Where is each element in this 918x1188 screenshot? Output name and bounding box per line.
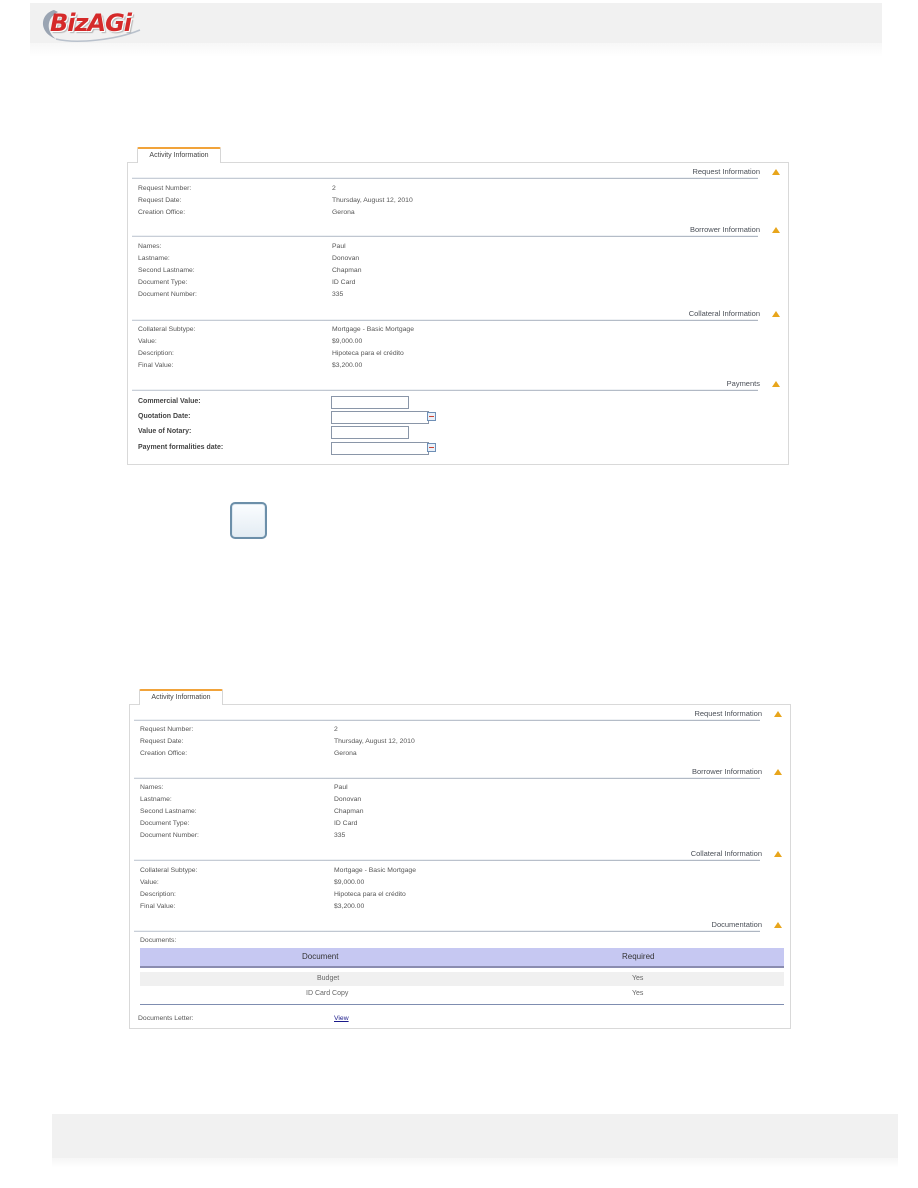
view-link[interactable]: View xyxy=(334,1015,349,1022)
field-label: Final Value: xyxy=(140,903,176,910)
field-label: Value of Notary: xyxy=(138,428,192,435)
field-label: Quotation Date: xyxy=(138,413,191,420)
table-cell: Yes xyxy=(632,990,644,997)
field-label: Creation Office: xyxy=(138,209,186,216)
field-label: Lastname: xyxy=(138,255,170,262)
logo-text: BizAGi xyxy=(50,9,131,37)
activity-panel xyxy=(129,704,791,1029)
field-value: Thursday, August 12, 2010 xyxy=(332,197,413,204)
section-divider xyxy=(132,236,758,237)
field-label: Request Number: xyxy=(140,726,194,733)
table-row[interactable] xyxy=(140,972,784,986)
field-label: Request Date: xyxy=(138,197,182,204)
field-label: Document Number: xyxy=(140,832,199,839)
section-payments[interactable] xyxy=(128,377,788,391)
collapse-arrow-icon[interactable] xyxy=(772,169,780,175)
field-label: Second Lastname: xyxy=(138,267,195,274)
field-value: 2 xyxy=(332,185,336,192)
section-divider xyxy=(132,390,758,391)
field-label: Document Type: xyxy=(138,279,188,286)
field-value: Gerona xyxy=(334,750,357,757)
bizagi-logo xyxy=(36,6,146,42)
calendar-icon[interactable] xyxy=(427,412,436,421)
section-title: Borrower Information xyxy=(691,767,762,776)
table-header xyxy=(140,948,784,968)
field-value: Paul xyxy=(332,243,346,250)
field-label: Document Number: xyxy=(138,291,197,298)
field-value: Gerona xyxy=(332,209,355,216)
payment-formalities-date-input[interactable] xyxy=(331,442,429,455)
section-request-information[interactable] xyxy=(130,707,790,721)
section-title: Payments xyxy=(726,379,760,388)
header-band xyxy=(30,3,882,43)
column-header-required[interactable]: Required xyxy=(622,952,655,961)
field-value: Paul xyxy=(334,784,348,791)
collapse-arrow-icon[interactable] xyxy=(774,922,782,928)
table-bottom-border xyxy=(140,1004,784,1005)
table-row[interactable] xyxy=(140,987,784,1001)
field-value: Donovan xyxy=(334,796,362,803)
field-label: Document Type: xyxy=(140,820,190,827)
section-title: Borrower Information xyxy=(689,225,760,234)
section-collateral-information[interactable] xyxy=(128,307,788,321)
footer-band xyxy=(52,1114,898,1158)
field-value: Donovan xyxy=(332,255,360,262)
field-label: Description: xyxy=(140,891,176,898)
section-divider xyxy=(134,931,760,932)
field-value: 335 xyxy=(334,832,346,839)
field-value: Hipoteca para el crédito xyxy=(332,350,404,357)
section-title: Collateral Information xyxy=(690,849,762,858)
field-label: Names: xyxy=(138,243,162,250)
field-value: Chapman xyxy=(334,808,364,815)
collapse-arrow-icon[interactable] xyxy=(772,311,780,317)
field-value: Mortgage - Basic Mortgage xyxy=(332,326,414,333)
field-value: Hipoteca para el crédito xyxy=(334,891,406,898)
section-collateral-information[interactable] xyxy=(130,847,790,861)
section-request-information[interactable] xyxy=(128,165,788,179)
field-value: ID Card xyxy=(332,279,356,286)
header-shadow xyxy=(30,43,882,57)
field-label: Commercial Value: xyxy=(138,398,201,405)
field-label: Payment formalities date: xyxy=(138,444,224,451)
documents-letter-label: Documents Letter: xyxy=(138,1015,194,1022)
table-cell: Budget xyxy=(317,975,340,982)
field-label: Collateral Subtype: xyxy=(140,867,198,874)
field-label: Collateral Subtype: xyxy=(138,326,196,333)
section-divider xyxy=(134,860,760,861)
field-value: 2 xyxy=(334,726,338,733)
section-divider xyxy=(134,778,760,779)
collapse-arrow-icon[interactable] xyxy=(772,381,780,387)
activity-panel xyxy=(127,162,789,465)
column-header-document[interactable]: Document xyxy=(302,952,339,961)
section-documentation[interactable] xyxy=(130,918,790,932)
calendar-icon[interactable] xyxy=(427,443,436,452)
field-value: Thursday, August 12, 2010 xyxy=(334,738,415,745)
section-divider xyxy=(134,720,760,721)
collapse-arrow-icon[interactable] xyxy=(774,851,782,857)
activity-form-2 xyxy=(129,689,791,1029)
documents-label: Documents: xyxy=(140,937,177,944)
value-of-notary-input[interactable] xyxy=(331,426,409,439)
field-label: Request Date: xyxy=(140,738,184,745)
field-label: Request Number: xyxy=(138,185,192,192)
section-borrower-information[interactable] xyxy=(128,223,788,237)
section-title: Request Information xyxy=(694,709,762,718)
section-title: Documentation xyxy=(711,920,762,929)
collapse-arrow-icon[interactable] xyxy=(772,227,780,233)
field-label: Final Value: xyxy=(138,362,174,369)
field-label: Lastname: xyxy=(140,796,172,803)
section-title: Collateral Information xyxy=(688,309,760,318)
field-label: Value: xyxy=(140,879,159,886)
tab-activity-information[interactable]: Activity Information xyxy=(139,689,223,705)
tab-activity-information[interactable]: Activity Information xyxy=(137,147,221,163)
field-label: Names: xyxy=(140,784,164,791)
section-title: Request Information xyxy=(692,167,760,176)
field-value: 335 xyxy=(332,291,344,298)
table-cell: Yes xyxy=(632,975,644,982)
field-label: Second Lastname: xyxy=(140,808,197,815)
field-label: Value: xyxy=(138,338,157,345)
field-value: ID Card xyxy=(334,820,358,827)
field-value: $9,000.00 xyxy=(332,338,363,345)
section-borrower-information[interactable] xyxy=(130,765,790,779)
collapse-arrow-icon[interactable] xyxy=(774,769,782,775)
field-value: $9,000.00 xyxy=(334,879,365,886)
activity-form-1 xyxy=(127,147,789,465)
section-divider xyxy=(132,178,758,179)
field-value: $3,200.00 xyxy=(332,362,363,369)
field-label: Description: xyxy=(138,350,174,357)
table-cell: ID Card Copy xyxy=(306,990,349,997)
field-value: $3,200.00 xyxy=(334,903,365,910)
field-value: Chapman xyxy=(332,267,362,274)
field-label: Creation Office: xyxy=(140,750,188,757)
square-button[interactable] xyxy=(230,502,267,539)
field-value: Mortgage - Basic Mortgage xyxy=(334,867,416,874)
quotation-date-input[interactable] xyxy=(331,411,429,424)
footer-shadow xyxy=(52,1158,898,1168)
collapse-arrow-icon[interactable] xyxy=(774,711,782,717)
commercial-value-input[interactable] xyxy=(331,396,409,409)
section-divider xyxy=(132,320,758,321)
